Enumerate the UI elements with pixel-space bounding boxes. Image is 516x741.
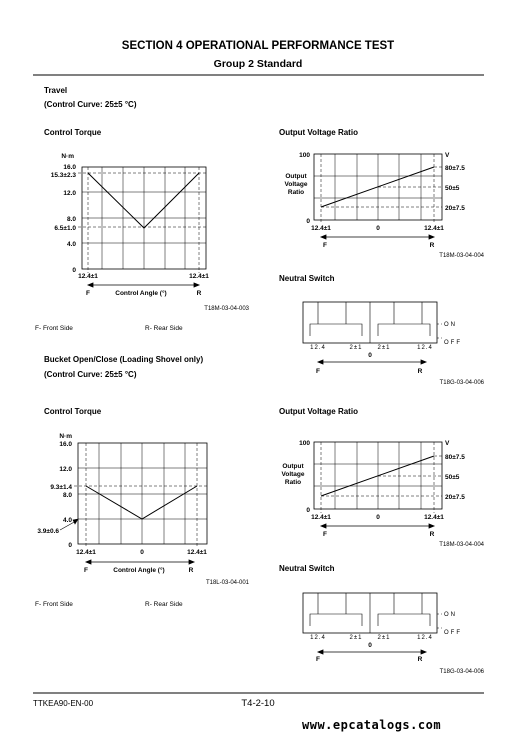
travel-voltage-title: Output Voltage Ratio [279, 128, 358, 137]
travel-torque-ytick: 4.0 [66, 241, 76, 248]
travel-torque-unit: N·m [61, 153, 74, 160]
doc-code: TTKEA90-EN-00 [33, 699, 94, 708]
bucket-voltage-ylabel: Ratio [284, 479, 302, 486]
travel-neutral-on: ON [444, 322, 457, 328]
bucket-neutral-tick: 12.4 [310, 635, 326, 641]
bucket-voltage-xleft: 12.4±1 [311, 514, 331, 521]
bucket-torque-ytick: 8.0 [62, 492, 72, 499]
travel-torque-xright: 12.4±1 [189, 273, 209, 280]
travel-torque-ytick: 15.3±2.3 [50, 172, 76, 179]
bucket-control-curve: (Control Curve: 25±5 °C) [44, 370, 137, 379]
travel-neutral-tick: 2±1 [377, 345, 391, 351]
bucket-voltage-rtick: 80±7.5 [445, 454, 465, 461]
bucket-neutral-tick: 2±1 [349, 635, 363, 641]
bucket-neutral-on: ON [444, 612, 457, 618]
travel-voltage-ylabel: Ratio [287, 189, 305, 196]
travel-voltage-figure-id: T18M-03-04-004 [439, 253, 484, 259]
travel-torque-ytick: 16.0 [63, 164, 76, 171]
travel-neutral-mid: 0 [368, 352, 372, 359]
bucket-torque-unit: N·m [59, 433, 72, 440]
bucket-neutral-dir-f: F [316, 656, 320, 663]
bucket-torque-ytick: 16.0 [59, 441, 72, 448]
bucket-voltage-xmid: 0 [376, 514, 380, 521]
travel-legend-front: F- Front Side [35, 325, 73, 332]
travel-voltage-unit: V [445, 152, 450, 159]
travel-voltage-xmid: 0 [376, 225, 380, 232]
travel-voltage-xright: 12.4±1 [424, 225, 444, 232]
bucket-torque-dir-r: R [188, 567, 194, 574]
travel-torque-xleft: 12.4±1 [78, 273, 98, 280]
travel-torque-axis-label: Control Angle (°) [115, 290, 167, 297]
bucket-voltage-title: Output Voltage Ratio [279, 407, 358, 416]
bucket-voltage-xright: 12.4±1 [424, 514, 444, 521]
bucket-torque-xleft: 12.4±1 [76, 549, 96, 556]
section-title: SECTION 4 OPERATIONAL PERFORMANCE TEST [121, 40, 395, 52]
bucket-neutral-dir-r: R [417, 656, 423, 663]
travel-voltage-xleft: 12.4±1 [311, 225, 331, 232]
bucket-voltage-ybottom: 0 [306, 507, 310, 514]
travel-neutral-tick: 12.4 [417, 345, 433, 351]
bucket-torque-ytick: 4.0 [62, 517, 72, 524]
bucket-voltage-ytop: 100 [299, 440, 310, 447]
bucket-neutral-tick: 12.4 [417, 635, 433, 641]
travel-neutral-dir-f: F [316, 368, 320, 375]
bucket-voltage-unit: V [445, 440, 450, 447]
bucket-voltage-rtick: 20±7.5 [445, 494, 465, 501]
bucket-neutral-figure-id: T18G-03-04-006 [439, 669, 484, 675]
travel-neutral-off: OFF [444, 340, 462, 346]
travel-torque-ytick: 6.5±1.0 [54, 225, 76, 232]
bucket-torque-ytick: 3.9±0.6 [37, 528, 59, 535]
travel-torque-figure-id: T18M-03-04-003 [204, 306, 249, 312]
bucket-legend-front: F- Front Side [35, 601, 73, 608]
travel-torque-dir-r: R [196, 290, 202, 297]
travel-neutral-title: Neutral Switch [279, 274, 335, 283]
bucket-heading: Bucket Open/Close (Loading Shovel only) [44, 355, 204, 364]
travel-voltage-rtick: 50±5 [445, 185, 460, 192]
travel-control-curve: (Control Curve: 25±5 °C) [44, 100, 137, 109]
bucket-neutral-title: Neutral Switch [279, 564, 335, 573]
bucket-torque-xright: 12.4±1 [187, 549, 207, 556]
group-title: Group 2 Standard [213, 58, 303, 70]
bucket-voltage-rtick: 50±5 [445, 474, 460, 481]
bucket-voltage-figure-id: T18M-03-04-004 [439, 542, 484, 548]
travel-voltage-rtick: 80±7.5 [445, 165, 465, 172]
bucket-neutral-tick: 2±1 [377, 635, 391, 641]
travel-torque-title: Control Torque [44, 128, 102, 137]
bucket-neutral-off: OFF [444, 630, 462, 636]
travel-voltage-ytop: 100 [299, 152, 310, 159]
bucket-torque-xmid: 0 [140, 549, 144, 556]
travel-voltage-dir-r: R [429, 242, 435, 249]
travel-voltage-ylabel: Voltage [284, 181, 308, 188]
travel-torque-ytick: 0 [72, 267, 76, 274]
travel-neutral-tick: 12.4 [310, 345, 326, 351]
travel-torque-dir-f: F [86, 290, 90, 297]
watermark-link[interactable]: www.epcatalogs.com [302, 718, 442, 732]
travel-heading: Travel [44, 86, 68, 95]
bucket-torque-dir-f: F [84, 567, 88, 574]
travel-voltage-ylabel: Output [285, 173, 307, 180]
bucket-torque-ytick: 12.0 [59, 466, 72, 473]
bucket-torque-title: Control Torque [44, 407, 102, 416]
travel-neutral-tick: 2±1 [349, 345, 363, 351]
bucket-voltage-ylabel: Output [282, 463, 304, 470]
bucket-torque-ytick: 9.3±1.4 [50, 484, 72, 491]
travel-voltage-ybottom: 0 [306, 218, 310, 225]
bucket-torque-figure-id: T18L-03-04-001 [205, 580, 249, 586]
travel-voltage-dir-f: F [323, 242, 327, 249]
travel-neutral-figure-id: T18G-03-04-006 [439, 380, 484, 386]
travel-torque-ytick: 8.0 [66, 216, 76, 223]
bucket-voltage-dir-f: F [323, 531, 327, 538]
bucket-torque-ytick: 0 [68, 542, 72, 549]
travel-neutral-dir-r: R [417, 368, 423, 375]
travel-voltage-rtick: 20±7.5 [445, 205, 465, 212]
bucket-neutral-mid: 0 [368, 642, 372, 649]
bucket-legend-rear: R- Rear Side [145, 601, 183, 608]
travel-torque-ytick: 12.0 [63, 190, 76, 197]
bucket-torque-axis-label: Control Angle (°) [113, 567, 165, 574]
page-number: T4-2-10 [241, 698, 275, 709]
travel-legend-rear: R- Rear Side [145, 325, 183, 332]
bucket-voltage-ylabel: Voltage [281, 471, 305, 478]
bucket-voltage-dir-r: R [429, 531, 435, 538]
